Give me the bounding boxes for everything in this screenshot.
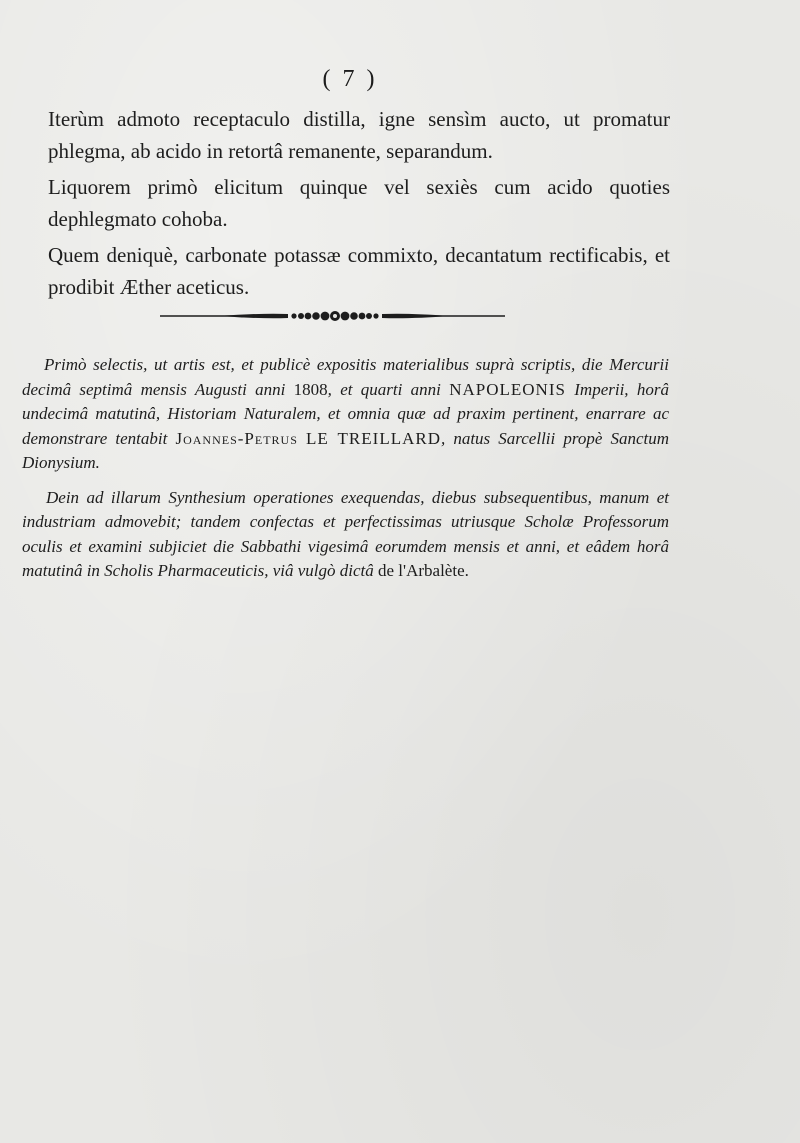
notice-emperor: NAPOLEONIS <box>449 379 566 399</box>
notice-p2-a: Dein ad illarum Synthesium operationes exequendas, diebus subsequentibus, manum et industriam admovebit; tandem confectas et perfectissimas utriusque Scholæ Professorum oculis et examini subjiciet die Sabbathi vigesimâ eorumdem mensis et anni, et eâdem horâ matutinâ in Scholis Pharmaceuticis, viâ vulgò dictâ <box>22 487 669 580</box>
notice-paragraph-2 <box>22 486 669 584</box>
notice-p1-a: Primò selectis, ut artis est, et publicè expositis materialibus suprà scriptis, die Mercurii decimâ septimâ mensis Augusti anni <box>22 355 669 399</box>
page-number: ( 7 ) <box>322 66 378 92</box>
notice-paragraph-1 <box>22 353 669 476</box>
notice-year: 1808 <box>293 379 328 399</box>
notice-name-family: LE TREILLARD <box>305 428 441 448</box>
paragraph-cohobation: Liquorem primò elicitum quinque vel sexiès cum acido quoties dephlegmato cohoba. <box>48 175 670 231</box>
ornamental-divider <box>160 307 505 325</box>
thesis-notice <box>22 353 669 594</box>
notice-place: de l'Arbalète. <box>378 561 469 580</box>
paragraph-distillation: Iterùm admoto receptaculo distilla, igne sensìm aucto, ut promatur phlegma, ab acido in retortâ remanente, separandum. <box>48 107 670 163</box>
notice-name-given: Joannes-Petrus <box>175 428 298 448</box>
notice-p1-d: , natus Sarcellii propè Sanctum Dionysium. <box>22 428 670 472</box>
main-text <box>48 104 670 308</box>
notice-p1-c: Imperii, horâ undecimâ matutinâ, Historiam Naturalem, et omnia quæ ad praxim pertinent, enarrare ac demonstrare tentabit <box>22 379 669 448</box>
notice-p1-b: , et quarti anni <box>327 379 441 399</box>
paragraph-rectification: Quem deniquè, carbonate potassæ commixto, decantatum rectificabis, et prodibit Æther aceticus. <box>48 243 670 299</box>
